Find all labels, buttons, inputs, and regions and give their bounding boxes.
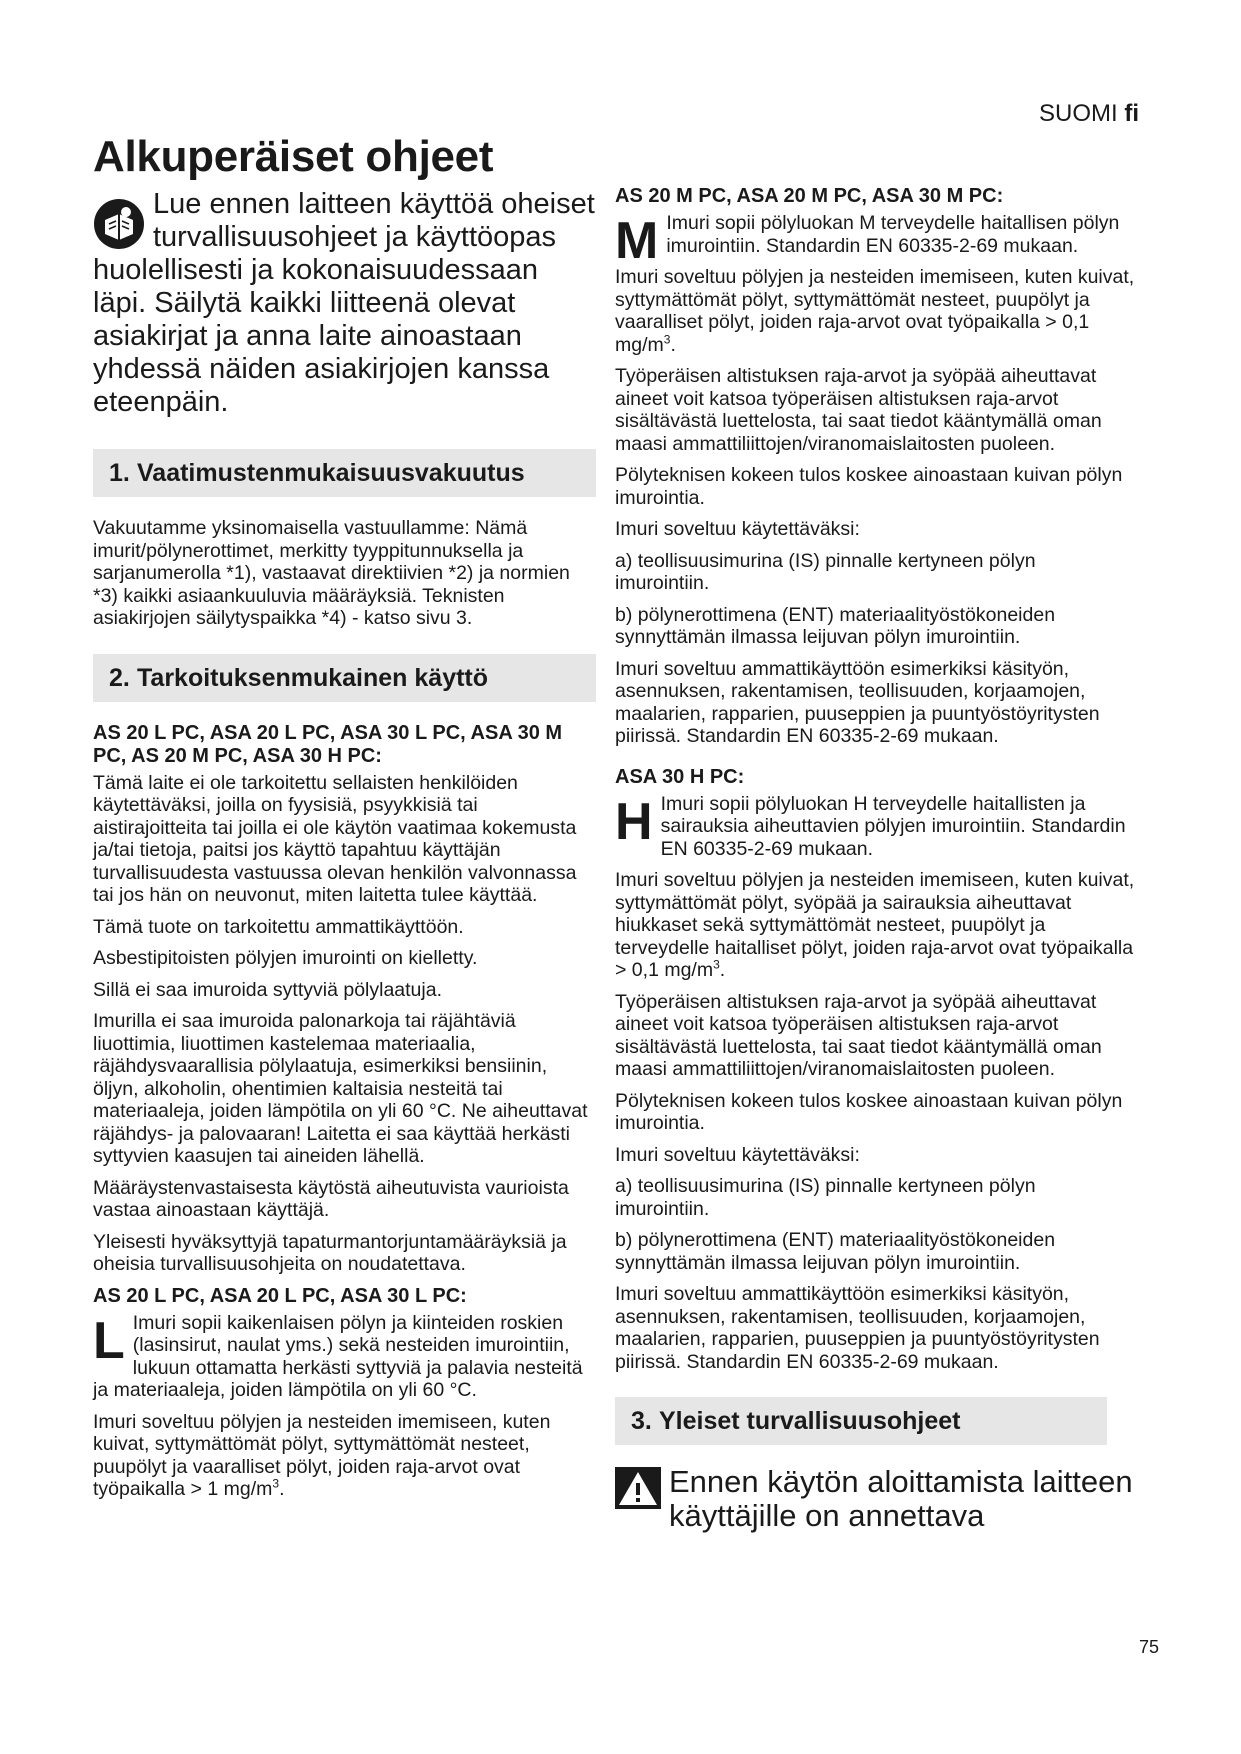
paragraph: Tämä tuote on tarkoitettu ammattikäyttöön. — [93, 915, 464, 938]
paragraph: Imuri soveltuu käytettäväksi: — [615, 518, 860, 540]
paragraph: Tämä laite ei ole tarkoitettu sellaisten henkilöiden käytettäväksi, joilla on fyysisiä, psyykkisiä tai aistirajoitteita tai joilla ei ole käytön vaatimaa kokemusta ja/tai tietoja, paitsi jos käyttö tapahtuu käyttäjän turvallisuudesta vastuussa olevan henkilön valvonnassa tai jos hän on neuvonut, miten laitetta tulee käyttää. — [93, 771, 577, 906]
paragraph: Imuri soveltuu pölyjen ja nesteiden imemiseen, kuten kuivat, syttymättömät pölyt, syttymättömät nesteet, puupölyt ja vaaralliset pölyt, joiden raja-arvot ovat työpaikalla > 0,1 $mg/m^3$. — [615, 266, 1135, 356]
paragraph: Asbestipitoisten pölyjen imurointi on kielletty. — [93, 947, 478, 969]
intro-text: Lue ennen laitteen käyttöä oheiset turvallisuusohjeet ja käyttöopas huolellisesti ja kokonaisuudessaan läpi. Säilytä kaikki liitteenä olevat asiakirjat ja anna laite ainoastaan yhdessä näiden asiakirjojen kanssa eteenpäin. — [93, 188, 595, 418]
paragraph: Imuri sopii kaikenlaisen pölyn ja kiinteiden roskien (lasinsirut, naulat yms.) sekä nesteiden imurointiin, lukuun ottamatta herkästi syttyviä ja palavia nesteitä ja materiaaleja, joiden lämpötila on yli 60 °C. — [93, 1311, 583, 1401]
dust-class-m-icon: M — [615, 212, 659, 270]
paragraph: a) teollisuusimurina (IS) pinnalle kertyneen pölyn imurointiin. — [615, 549, 1036, 594]
dust-class-l-icon: L — [93, 1311, 125, 1370]
section-number: 1. — [109, 459, 130, 487]
model-list-heading-m: AS 20 M PC, ASA 20 M PC, ASA 30 M PC: — [615, 185, 1004, 207]
section-title: Tarkoituksenmukainen käyttö — [137, 663, 489, 692]
section-heading-1 — [93, 449, 596, 497]
model-list-heading: AS 20 L PC, ASA 20 L PC, ASA 30 L PC, ASA 30 M PC, AS 20 M PC, ASA 30 H PC: — [93, 721, 563, 767]
language-label — [1039, 100, 1139, 128]
dust-class-m-block — [615, 212, 1135, 270]
paragraph: Määräystenvastaisesta käytöstä aiheutuvista vaurioista vastaa ainoastaan käyttäjä. — [93, 1176, 569, 1221]
section-heading-3 — [615, 1397, 1107, 1445]
paragraph: Työperäisen altistuksen raja-arvot ja syöpää aiheuttavat aineet voit katsoa työperäisen altistuksen raja-arvot sisältävästä luettelosta, tai saat tiedot kääntymällä oman maasi ammattiliittojen/viranomaislaitosten puoleen. — [615, 365, 1102, 455]
declaration-text: Vakuutamme yksinomaisella vastuullamme: Nämä imurit/pölynerottimet, merkitty tyyppitunnuksella ja sarjanumerolla *1), vastaavat direktiivien *2) ja normien *3) kaikki asiaankuuluvia määräyksiä. Teknisten asiakirjojen säilytyspaikka *4) - katso sivu 3. — [93, 517, 570, 629]
section-number: 3. — [631, 1407, 652, 1435]
paragraph: Imuri soveltuu pölyjen ja nesteiden imemiseen, kuten kuivat, syttymättömät pölyt, syöpää ja sairauksia aiheuttavat hiukkaset sekä syttymättömät nesteet, puupölyt ja terveydelle haitalliset pölyt, joiden raja-arvot ovat työpaikalla > 0,1 $mg/m^3$. — [615, 869, 1135, 981]
paragraph: Imurilla ei saa imuroida palonarkoja tai räjähtäviä liuottimia, liuottimen kastelemaa materiaalia, räjähdysvaarallisia pölylaatuja, esimerkiksi bensiinin, öljyn, alkoholin, ohentimien kaltaisia nesteitä tai materiaaleja, joiden lämpötila on yli 60 °C. Ne aiheuttavat räjähdys- ja palovaaran! Laitetta ei saa käyttää herkästi syttyvien kaasujen tai aineiden lähellä. — [93, 1010, 588, 1167]
section-title: Vaatimustenmukaisuusvakuutus — [137, 459, 525, 487]
paragraph: Imuri sopii pölyluokan M terveydelle haitallisen pölyn imurointiin. Standardin EN 60335-2-69 mukaan. — [666, 212, 1120, 257]
paragraph: a) teollisuusimurina (IS) pinnalle kertyneen pölyn imurointiin. — [615, 1175, 1036, 1220]
paragraph: b) pölynerottimena (ENT) materiaalityöstökoneiden synnyttämän ilmassa leijuvan pölyn imurointiin. — [615, 603, 1056, 648]
read-manual-icon — [93, 198, 145, 250]
page-title: Alkuperäiset ohjeet — [93, 132, 494, 181]
model-list-heading-h: ASA 30 H PC: — [615, 765, 745, 788]
paragraph: Yleisesti hyväksyttyjä tapaturmantorjuntamääräyksiä ja oheisia turvallisuusohjeita on noudatettava. — [93, 1230, 567, 1275]
paragraph: Imuri soveltuu ammattikäyttöön esimerkiksi käsityön, asennuksen, rakentamisen, teollisuuden, korjaamojen, maalarien, rapparien, puuseppien ja puuntyöstöyritysten piirissä. Standardin EN 60335-2-69 mukaan. — [615, 1283, 1100, 1373]
language-name: SUOMI — [1038, 100, 1118, 127]
paragraph: Pölyteknisen kokeen tulos koskee ainoastaan kuivan pölyn imurointia. — [615, 464, 1123, 509]
section-heading-2 — [93, 654, 596, 702]
dust-class-h-icon: H — [615, 792, 653, 851]
paragraph: Imuri sopii pölyluokan H terveydelle haitallisten ja sairauksia aiheuttavien pölyjen imurointiin. Standardin EN 60335-2-69 mukaan. — [660, 792, 1126, 860]
warning-block — [615, 1465, 1135, 1533]
paragraph: Työperäisen altistuksen raja-arvot ja syöpää aiheuttavat aineet voit katsoa työperäisen altistuksen raja-arvot sisältävästä luettelosta, tai saat tiedot kääntymällä oman maasi ammattiliittojen/viranomaislaitosten puoleen. — [615, 990, 1102, 1080]
language-code: fi — [1124, 100, 1139, 127]
paragraph: Imuri soveltuu käytettäväksi: — [615, 1143, 860, 1166]
warning-icon — [615, 1467, 661, 1509]
page-number: 75 — [1138, 1637, 1159, 1657]
dust-class-h-block — [615, 793, 1135, 861]
paragraph: Sillä ei saa imuroida syttyviä pölylaatuja. — [93, 978, 443, 1001]
dust-class-l-block — [93, 1312, 596, 1402]
paragraph: Pölyteknisen kokeen tulos koskee ainoastaan kuivan pölyn imurointia. — [615, 1089, 1123, 1134]
section-title: Yleiset turvallisuusohjeet — [659, 1407, 961, 1435]
model-list-heading-l: AS 20 L PC, ASA 20 L PC, ASA 30 L PC: — [93, 1284, 467, 1307]
paragraph: Imuri soveltuu pölyjen ja nesteiden imemiseen, kuten kuivat, syttymättömät pölyt, syttymättömät nesteet, puupölyt ja vaaralliset pölyt, joiden raja-arvot ovat työpaikalla > 1 $mg/m^3$. — [93, 1410, 551, 1500]
paragraph: Imuri soveltuu ammattikäyttöön esimerkiksi käsityön, asennuksen, rakentamisen, teollisuuden, korjaamojen, maalarien, rapparien, puuseppien ja puuntyöstöyritysten piirissä. Standardin EN 60335-2-69 mukaan. — [615, 657, 1100, 747]
left-column — [93, 132, 596, 1510]
paragraph: b) pölynerottimena (ENT) materiaalityöstökoneiden synnyttämän ilmassa leijuvan pölyn imurointiin. — [615, 1229, 1056, 1274]
section-number: 2. — [109, 663, 130, 692]
warning-text: Ennen käytön aloittamista laitteen käyttäjille on annettava — [669, 1464, 1133, 1533]
intro-block — [93, 188, 596, 419]
right-column — [615, 185, 1135, 1533]
